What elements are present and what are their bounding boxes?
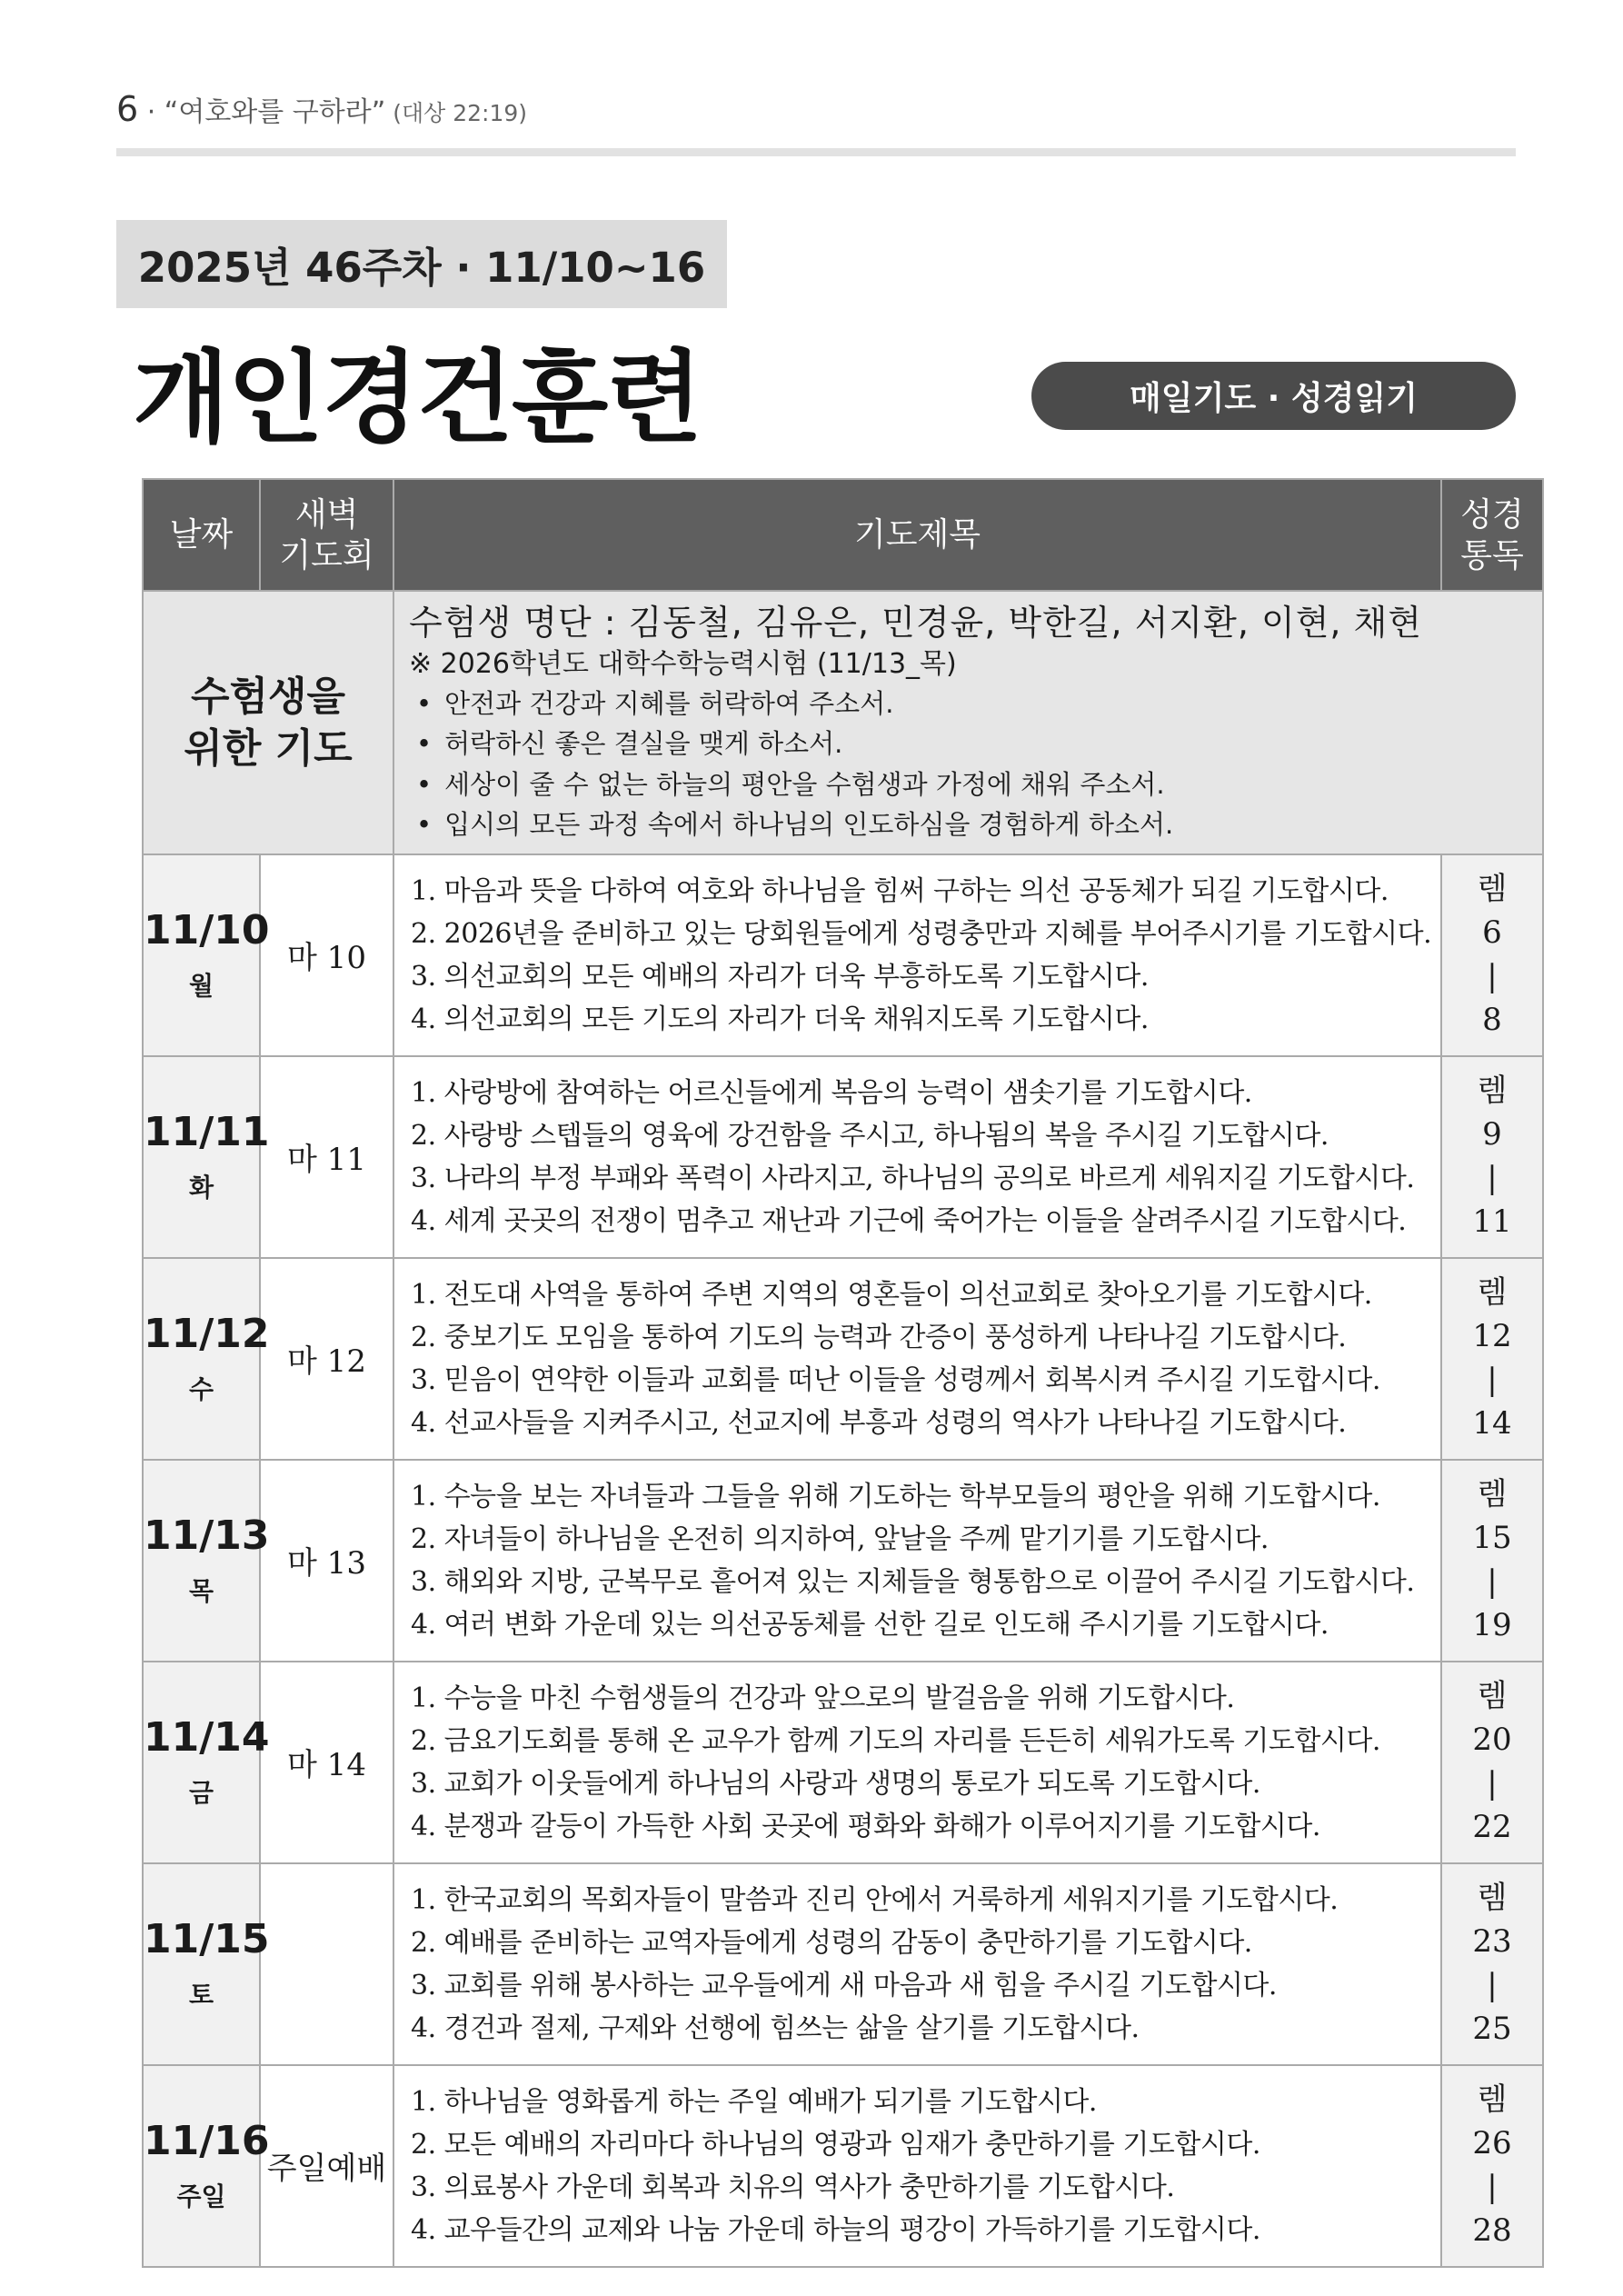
prayer-list — [411, 1677, 1440, 1848]
prayer-item: 2. 중보기도 모임을 통하여 기도의 능력과 간증이 풍성하게 나타나길 기도합시다. — [411, 1321, 1347, 1353]
bible-reading-part: 11 — [1472, 1203, 1512, 1240]
header-divider — [116, 148, 1516, 156]
exam-prayer-row — [143, 591, 1543, 854]
prayer-list — [411, 870, 1440, 1041]
day-of-week: 화 — [188, 1173, 214, 1203]
prayer-list — [411, 1475, 1440, 1646]
exam-note: ※ 2026학년도 대학수학능력시험 (11/13_목) — [409, 648, 957, 681]
bible-reading-part: | — [1487, 1159, 1498, 1196]
bible-reading-part: 28 — [1472, 2211, 1512, 2249]
day-date: 11/14 — [144, 1714, 270, 1762]
header-bible-line2: 통독 — [1460, 536, 1524, 574]
bible-reading-cell — [1441, 854, 1543, 1056]
header-bible — [1441, 479, 1543, 591]
day-date: 11/12 — [144, 1311, 270, 1358]
day-date: 11/16 — [144, 2118, 270, 2165]
prayer-item: 2. 모든 예배의 자리마다 하나님의 영광과 임재가 충만하기를 기도합시다. — [411, 2128, 1260, 2161]
dawn-service-cell: 마 10 — [260, 854, 393, 1056]
category-badge: 매일기도 · 성경읽기 — [1031, 362, 1516, 430]
bible-reading-part: 23 — [1472, 1922, 1512, 1960]
bible-reading-part: 12 — [1472, 1317, 1512, 1354]
bible-reading-part: 9 — [1482, 1115, 1502, 1153]
bible-reading-part: 렘 — [1477, 1475, 1508, 1512]
dawn-service-cell: 마 11 — [260, 1056, 393, 1258]
bible-reading-part: 렘 — [1477, 870, 1508, 907]
header-separator: · — [138, 96, 164, 128]
prayer-item: 3. 믿음이 연약한 이들과 교회를 떠난 이들을 성령께서 회복시켜 주시길 기도합시다. — [411, 1363, 1380, 1396]
prayer-topics-cell — [393, 854, 1441, 1056]
prayer-item: 1. 하나님을 영화롭게 하는 주일 예배가 되기를 기도합시다. — [411, 2085, 1097, 2118]
date-cell — [143, 1258, 270, 1460]
bible-reading-cell — [1441, 1258, 1543, 1460]
header-topic: 기도제목 — [393, 479, 1441, 591]
bible-reading-part: 25 — [1472, 2010, 1512, 2047]
prayer-item: 2. 예배를 준비하는 교역자들에게 성령의 감동이 충만하기를 기도합시다. — [411, 1926, 1252, 1959]
prayer-item: 3. 해외와 지방, 군복무로 흩어져 있는 지체들을 형통함으로 이끌어 주시길 기도합시다. — [411, 1565, 1415, 1598]
prayer-item: 1. 한국교회의 목회자들이 말씀과 진리 안에서 거룩하게 세워지기를 기도합시다. — [411, 1883, 1339, 1916]
bible-reading-cell — [1441, 1460, 1543, 1662]
header-dawn — [260, 479, 393, 591]
prayer-item: 1. 전도대 사역을 통하여 주변 지역의 영혼들이 의선교회로 찾아오기를 기도합시다. — [411, 1278, 1372, 1311]
day-of-week: 수 — [188, 1374, 214, 1405]
prayer-topics-cell — [393, 2065, 1441, 2267]
dawn-service-cell: 주일예배 — [260, 2065, 393, 2267]
exam-bullet: • 안전과 건강과 지혜를 허락하여 주소서. — [409, 684, 1542, 724]
bible-reading-part: 렘 — [1477, 2081, 1508, 2118]
day-date: 11/10 — [144, 907, 270, 954]
exam-label-line1: 수험생을 — [190, 673, 345, 720]
day-of-week: 토 — [188, 1980, 214, 2011]
bible-reading-part: 렘 — [1477, 1072, 1508, 1109]
exam-bullet: • 허락하신 좋은 결실을 맺게 하소서. — [409, 724, 1542, 764]
exam-student-list: 수험생 명단 : 김동철, 김유은, 민경윤, 박한길, 서지환, 이현, 채현 — [409, 603, 1422, 643]
bible-reading-part: 8 — [1482, 1001, 1502, 1038]
prayer-list — [411, 1879, 1440, 2050]
prayer-item: 3. 교회를 위해 봉사하는 교우들에게 새 마음과 새 힘을 주시길 기도합시다. — [411, 1969, 1277, 2002]
dawn-service-cell — [260, 1863, 393, 2065]
prayer-item: 4. 여러 변화 가운데 있는 의선공동체를 선한 길로 인도해 주시기를 기도합시다. — [411, 1608, 1329, 1641]
bible-reading-part: 15 — [1472, 1519, 1512, 1556]
day-row — [143, 1662, 1543, 1863]
bible-reading-part: 19 — [1472, 1606, 1512, 1643]
bible-reading-part: | — [1487, 1562, 1498, 1600]
prayer-item: 2. 금요기도회를 통해 온 교우가 함께 기도의 자리를 든든히 세워가도록 기도합시다. — [411, 1724, 1380, 1757]
header-reference: (대상 22:19) — [385, 100, 528, 126]
bible-reading-part: 렘 — [1477, 1273, 1508, 1311]
prayer-item: 1. 수능을 마친 수험생들의 건강과 앞으로의 발걸음을 위해 기도합시다. — [411, 1682, 1235, 1714]
bible-reading-part: 14 — [1472, 1404, 1512, 1442]
date-cell — [143, 1863, 270, 2065]
prayer-item: 3. 나라의 부정 부패와 폭력이 사라지고, 하나님의 공의로 바르게 세워지길 기도합시다. — [411, 1162, 1415, 1194]
page-title: 개인경건훈련 — [133, 340, 702, 456]
prayer-item: 1. 사랑방에 참여하는 어르신들에게 복음의 능력이 샘솟기를 기도합시다. — [411, 1076, 1252, 1109]
day-row — [143, 1863, 1543, 2065]
header-quote: “여호와를 구하라” — [164, 96, 386, 128]
exam-label — [143, 591, 393, 854]
header-date: 날짜 — [143, 479, 260, 591]
exam-label-line2: 위한 기도 — [184, 724, 353, 772]
bible-reading-part: 22 — [1472, 1808, 1512, 1845]
prayer-item: 4. 의선교회의 모든 기도의 자리가 더욱 채워지도록 기도합시다. — [411, 1003, 1149, 1035]
prayer-topics-cell — [393, 1863, 1441, 2065]
bible-reading-part: 26 — [1472, 2124, 1512, 2161]
day-of-week: 월 — [188, 971, 214, 1002]
prayer-topics-cell — [393, 1258, 1441, 1460]
bible-reading-part: 20 — [1472, 1721, 1512, 1758]
bible-reading-cell — [1441, 1056, 1543, 1258]
prayer-list — [411, 1072, 1440, 1243]
prayer-item: 4. 교우들간의 교제와 나눔 가운데 하늘의 평강이 가득하기를 기도합시다. — [411, 2213, 1260, 2246]
exam-bullets — [409, 684, 1542, 844]
page-number: 6 — [116, 89, 139, 129]
prayer-topics-cell — [393, 1460, 1441, 1662]
prayer-item: 3. 교회가 이웃들에게 하나님의 사랑과 생명의 통로가 되도록 기도합시다. — [411, 1767, 1260, 1800]
bible-reading-cell — [1441, 1863, 1543, 2065]
day-row — [143, 1056, 1543, 1258]
exam-bullet: • 입시의 모든 과정 속에서 하나님의 인도하심을 경험하게 하소서. — [409, 804, 1542, 844]
bible-reading-cell — [1441, 1662, 1543, 1863]
day-row — [143, 1258, 1543, 1460]
dawn-service-cell: 마 13 — [260, 1460, 393, 1662]
header-dawn-line2: 기도회 — [279, 536, 374, 574]
bible-reading-cell — [1441, 2065, 1543, 2267]
date-cell — [143, 2065, 270, 2267]
prayer-item: 1. 마음과 뜻을 다하여 여호와 하나님을 힘써 구하는 의선 공동체가 되길 기도합시다. — [411, 874, 1389, 907]
date-cell — [143, 854, 270, 1056]
prayer-item: 1. 수능을 보는 자녀들과 그들을 위해 기도하는 학부모들의 평안을 위해 기도합시다. — [411, 1480, 1380, 1512]
day-row — [143, 2065, 1543, 2267]
dawn-service-cell: 마 14 — [260, 1662, 393, 1863]
day-date: 11/15 — [144, 1916, 270, 1963]
bible-reading-part: | — [1487, 2168, 1498, 2205]
date-cell — [143, 1056, 270, 1258]
prayer-item: 4. 세계 곳곳의 전쟁이 멈추고 재난과 기근에 죽어가는 이들을 살려주시길 기도합시다. — [411, 1204, 1407, 1237]
prayer-table — [142, 478, 1544, 2268]
prayer-item: 3. 의선교회의 모든 예배의 자리가 더욱 부흥하도록 기도합시다. — [411, 960, 1149, 993]
header-bible-line1: 성경 — [1460, 495, 1524, 534]
exam-content — [393, 591, 1543, 854]
bible-reading-part: | — [1487, 1361, 1498, 1398]
prayer-item: 2. 사랑방 스텝들의 영육에 강건함을 주시고, 하나됨의 복을 주시길 기도합시다. — [411, 1119, 1329, 1152]
day-row — [143, 1460, 1543, 1662]
bible-reading-part: 렘 — [1477, 1879, 1508, 1916]
prayer-list — [411, 2081, 1440, 2251]
day-of-week: 주일 — [176, 2181, 226, 2212]
bible-reading-part: | — [1487, 1764, 1498, 1802]
prayer-item: 4. 분쟁과 갈등이 가득한 사회 곳곳에 평화와 화해가 이루어지기를 기도합시다. — [411, 1810, 1320, 1842]
day-row — [143, 854, 1543, 1056]
day-date: 11/11 — [144, 1109, 270, 1156]
prayer-item: 4. 경건과 절제, 구제와 선행에 힘쓰는 삶을 살기를 기도합시다. — [411, 2011, 1140, 2044]
prayer-list — [411, 1273, 1440, 1444]
day-of-week: 금 — [188, 1778, 214, 1809]
week-label: 2025년 46주차 · 11/10~16 — [116, 220, 727, 308]
bible-reading-part: | — [1487, 1966, 1498, 2003]
prayer-item: 4. 선교사들을 지켜주시고, 선교지에 부흥과 성령의 역사가 나타나길 기도합시다. — [411, 1406, 1347, 1439]
prayer-item: 2. 2026년을 준비하고 있는 당회원들에게 성령충만과 지혜를 부어주시기를 기도합시다. — [411, 917, 1432, 950]
bible-reading-part: | — [1487, 957, 1498, 994]
bible-reading-part: 6 — [1482, 913, 1502, 951]
prayer-item: 2. 자녀들이 하나님을 온전히 의지하여, 앞날을 주께 맡기기를 기도합시다. — [411, 1522, 1269, 1555]
day-of-week: 목 — [188, 1576, 214, 1607]
date-cell — [143, 1460, 270, 1662]
header-dawn-line1: 새벽 — [294, 495, 359, 534]
prayer-topics-cell — [393, 1662, 1441, 1863]
table-header-row — [143, 479, 1543, 591]
prayer-item: 3. 의료봉사 가운데 회복과 치유의 역사가 충만하기를 기도합시다. — [411, 2171, 1175, 2203]
prayer-topics-cell — [393, 1056, 1441, 1258]
date-cell — [143, 1662, 270, 1863]
dawn-service-cell: 마 12 — [260, 1258, 393, 1460]
day-date: 11/13 — [144, 1512, 270, 1560]
bible-reading-part: 렘 — [1477, 1677, 1508, 1714]
running-header — [116, 89, 527, 129]
exam-bullet: • 세상이 줄 수 없는 하늘의 평안을 수험생과 가정에 채워 주소서. — [409, 764, 1542, 804]
